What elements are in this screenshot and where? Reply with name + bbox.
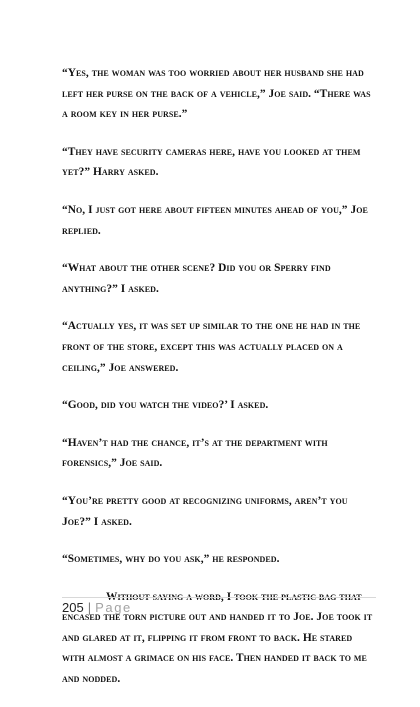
paragraph-1: “Yes, the woman was too worried about her husband she had left her purse on the back of a vehicle,” Joe said. “There was a room key in her purse.”	[62, 67, 371, 121]
page-footer	[62, 597, 376, 621]
paragraph-5: “Actually yes, it was set up similar to the one he had in the front of the store, except this was actually placed on a ceiling,” Joe answered.	[62, 320, 361, 374]
footer-page-info	[62, 599, 132, 617]
paragraph-3: “No, I just got here about fifteen minutes ahead of you,” Joe replied.	[62, 203, 368, 237]
paragraph-8: “You’re pretty good at recognizing uniforms, aren’t you Joe?” I asked.	[62, 494, 348, 528]
paragraph-10: Without saying a word, I took the plastic bag that encased the torn picture out and handed it to Joe. Joe took it and glared at it, flipping it from front to back. He stared with almost a grimace on his face. Then handed it back to me and nodded.	[62, 590, 373, 686]
paragraph-4: “What about the other scene? Did you or Sperry find anything?” I asked.	[62, 262, 331, 295]
footer-divider	[62, 597, 376, 598]
page-number: 205	[62, 600, 84, 615]
footer-separator: |	[87, 600, 92, 615]
paragraph-9: “Sometimes, why do you ask,” he responded.	[62, 553, 280, 566]
paragraph-2: “They have security cameras here, have you looked at them yet?” Harry asked.	[62, 145, 361, 179]
paragraph-7: “Haven’t had the chance, it’s at the department with forensics,” Joe said.	[62, 436, 328, 470]
paragraph-6: “Good, did you watch the video?’ I asked.	[62, 399, 269, 412]
page-label: Page	[95, 600, 132, 615]
